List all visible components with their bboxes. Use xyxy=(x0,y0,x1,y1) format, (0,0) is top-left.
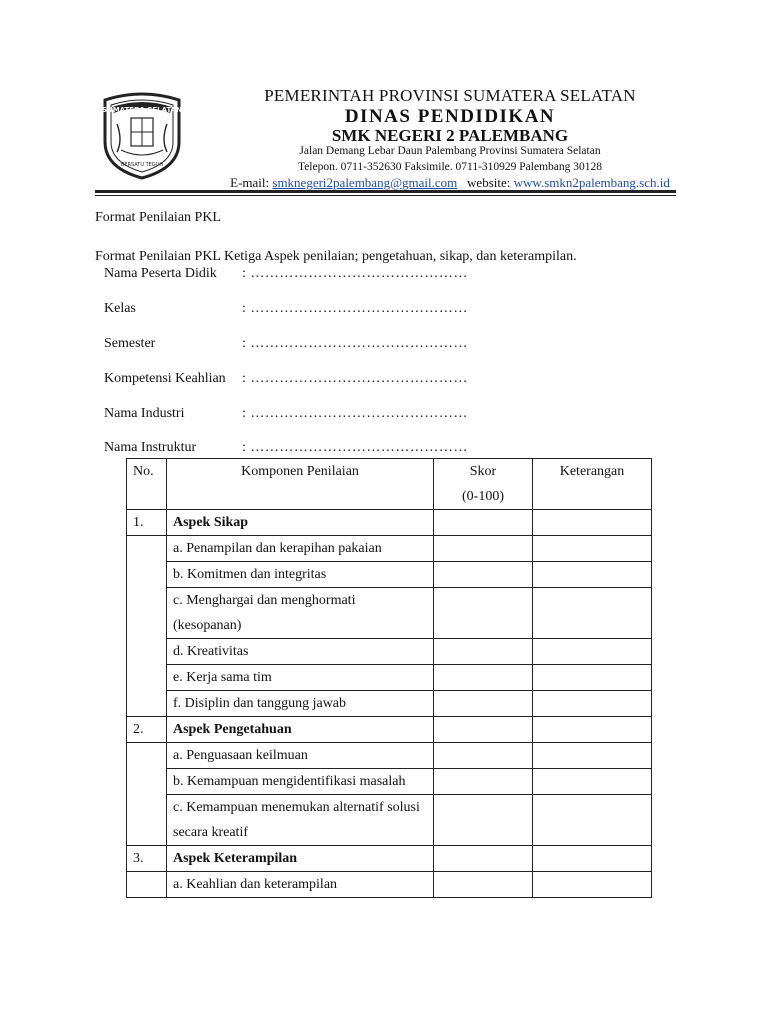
header-score: Skor (0-100) xyxy=(434,459,533,510)
field-label: Nama Instruktur xyxy=(104,440,197,455)
field-row xyxy=(104,371,468,387)
note-cell[interactable] xyxy=(533,691,652,717)
field-label: Nama Peserta Didik xyxy=(104,266,217,281)
score-cell[interactable] xyxy=(434,510,533,536)
note-cell[interactable] xyxy=(533,588,652,639)
section-no: 2. xyxy=(127,717,167,743)
item-label: b. Kemampuan mengidentifikasi masalah xyxy=(167,769,434,795)
table-row xyxy=(127,536,652,562)
intro-text: Format Penilaian PKL Ketiga Aspek penilaian; pengetahuan, sikap, dan keterampilan. xyxy=(95,249,577,264)
contact-line xyxy=(150,175,750,191)
note-cell[interactable] xyxy=(533,872,652,898)
field-row xyxy=(104,336,468,352)
field-label: Semester xyxy=(104,336,156,351)
field-label: Kelas xyxy=(104,301,136,316)
no-cell-empty xyxy=(127,743,167,846)
table-header-row xyxy=(127,459,652,510)
table-row xyxy=(127,872,652,898)
score-cell[interactable] xyxy=(434,717,533,743)
letterhead-rule-thick xyxy=(95,190,676,193)
assessment-table xyxy=(126,458,652,898)
score-cell[interactable] xyxy=(434,639,533,665)
item-label: a. Keahlian dan keterampilan xyxy=(167,872,434,898)
score-cell[interactable] xyxy=(434,562,533,588)
table-row xyxy=(127,795,652,846)
field-row xyxy=(104,301,468,317)
item-label: d. Kreativitas xyxy=(167,639,434,665)
document-title: Format Penilaian PKL xyxy=(95,210,221,225)
website-link[interactable]: www.smkn2palembang.sch.id xyxy=(513,175,670,190)
header-note: Keterangan xyxy=(533,459,652,510)
section-no: 1. xyxy=(127,510,167,536)
field-row xyxy=(104,406,468,422)
field-blank: : ……………………………………… xyxy=(242,266,468,281)
section-title: Aspek Sikap xyxy=(167,510,434,536)
letterhead-line1: PEMERINTAH PROVINSI SUMATERA SELATAN xyxy=(264,86,636,105)
logo-text: SUMATERA SELATAN xyxy=(101,106,183,114)
table-row xyxy=(127,743,652,769)
header-component: Komponen Penilaian xyxy=(167,459,434,510)
item-label: c. Kemampuan menemukan alternatif solusi secara kreatif xyxy=(167,795,434,846)
letterhead-rule-thin xyxy=(95,195,676,196)
note-cell[interactable] xyxy=(533,562,652,588)
field-blank: : ……………………………………… xyxy=(242,371,468,386)
school-phone: Telepon. 0711-352630 Faksimile. 0711-310929 Palembang 30128 xyxy=(297,161,602,173)
field-blank: : ……………………………………… xyxy=(242,406,468,421)
field-label: Nama Industri xyxy=(104,406,185,421)
item-label: a. Penguasaan keilmuan xyxy=(167,743,434,769)
field-blank: : ……………………………………… xyxy=(242,336,468,351)
email-link[interactable]: smknegeri2palembang@gmail.com xyxy=(272,175,458,190)
field-blank: : ……………………………………… xyxy=(242,440,468,455)
score-cell[interactable] xyxy=(434,536,533,562)
note-cell[interactable] xyxy=(533,846,652,872)
note-cell[interactable] xyxy=(533,717,652,743)
no-cell-empty xyxy=(127,872,167,898)
table-row xyxy=(127,510,652,536)
section-no: 3. xyxy=(127,846,167,872)
score-cell[interactable] xyxy=(434,769,533,795)
email-label: E-mail: xyxy=(230,175,270,190)
website-label: website: xyxy=(467,175,511,190)
note-cell[interactable] xyxy=(533,769,652,795)
note-cell[interactable] xyxy=(533,665,652,691)
school-name: SMK NEGERI 2 PALEMBANG xyxy=(331,126,569,145)
score-cell[interactable] xyxy=(434,743,533,769)
field-row xyxy=(104,440,468,456)
score-cell[interactable] xyxy=(434,846,533,872)
table-row xyxy=(127,562,652,588)
note-cell[interactable] xyxy=(533,639,652,665)
field-label: Kompetensi Keahlian xyxy=(104,371,226,386)
table-row xyxy=(127,769,652,795)
item-label: f. Disiplin dan tanggung jawab xyxy=(167,691,434,717)
table-row xyxy=(127,665,652,691)
field-row xyxy=(104,266,468,282)
score-cell[interactable] xyxy=(434,691,533,717)
school-address: Jalan Demang Lebar Daun Palembang Provinsi Sumatera Selatan xyxy=(299,145,601,157)
table-row xyxy=(127,717,652,743)
field-blank: : ……………………………………… xyxy=(242,301,468,316)
note-cell[interactable] xyxy=(533,743,652,769)
item-label: b. Komitmen dan integritas xyxy=(167,562,434,588)
note-cell[interactable] xyxy=(533,536,652,562)
note-cell[interactable] xyxy=(533,795,652,846)
item-label: a. Penampilan dan kerapihan pakaian xyxy=(167,536,434,562)
header-no: No. xyxy=(127,459,167,510)
table-row xyxy=(127,846,652,872)
table-row xyxy=(127,639,652,665)
note-cell[interactable] xyxy=(533,510,652,536)
score-cell[interactable] xyxy=(434,872,533,898)
no-cell-empty xyxy=(127,536,167,717)
letterhead-line2: DINAS PENDIDIKAN xyxy=(344,106,556,127)
table-row xyxy=(127,691,652,717)
section-title: Aspek Keterampilan xyxy=(167,846,434,872)
score-cell[interactable] xyxy=(434,665,533,691)
table-row xyxy=(127,588,652,639)
score-cell[interactable] xyxy=(434,588,533,639)
item-label: e. Kerja sama tim xyxy=(167,665,434,691)
item-label: c. Menghargai dan menghormati (kesopanan) xyxy=(167,588,434,639)
logo-motto: BERSATU TEGUH xyxy=(120,162,164,168)
section-title: Aspek Pengetahuan xyxy=(167,717,434,743)
score-cell[interactable] xyxy=(434,795,533,846)
